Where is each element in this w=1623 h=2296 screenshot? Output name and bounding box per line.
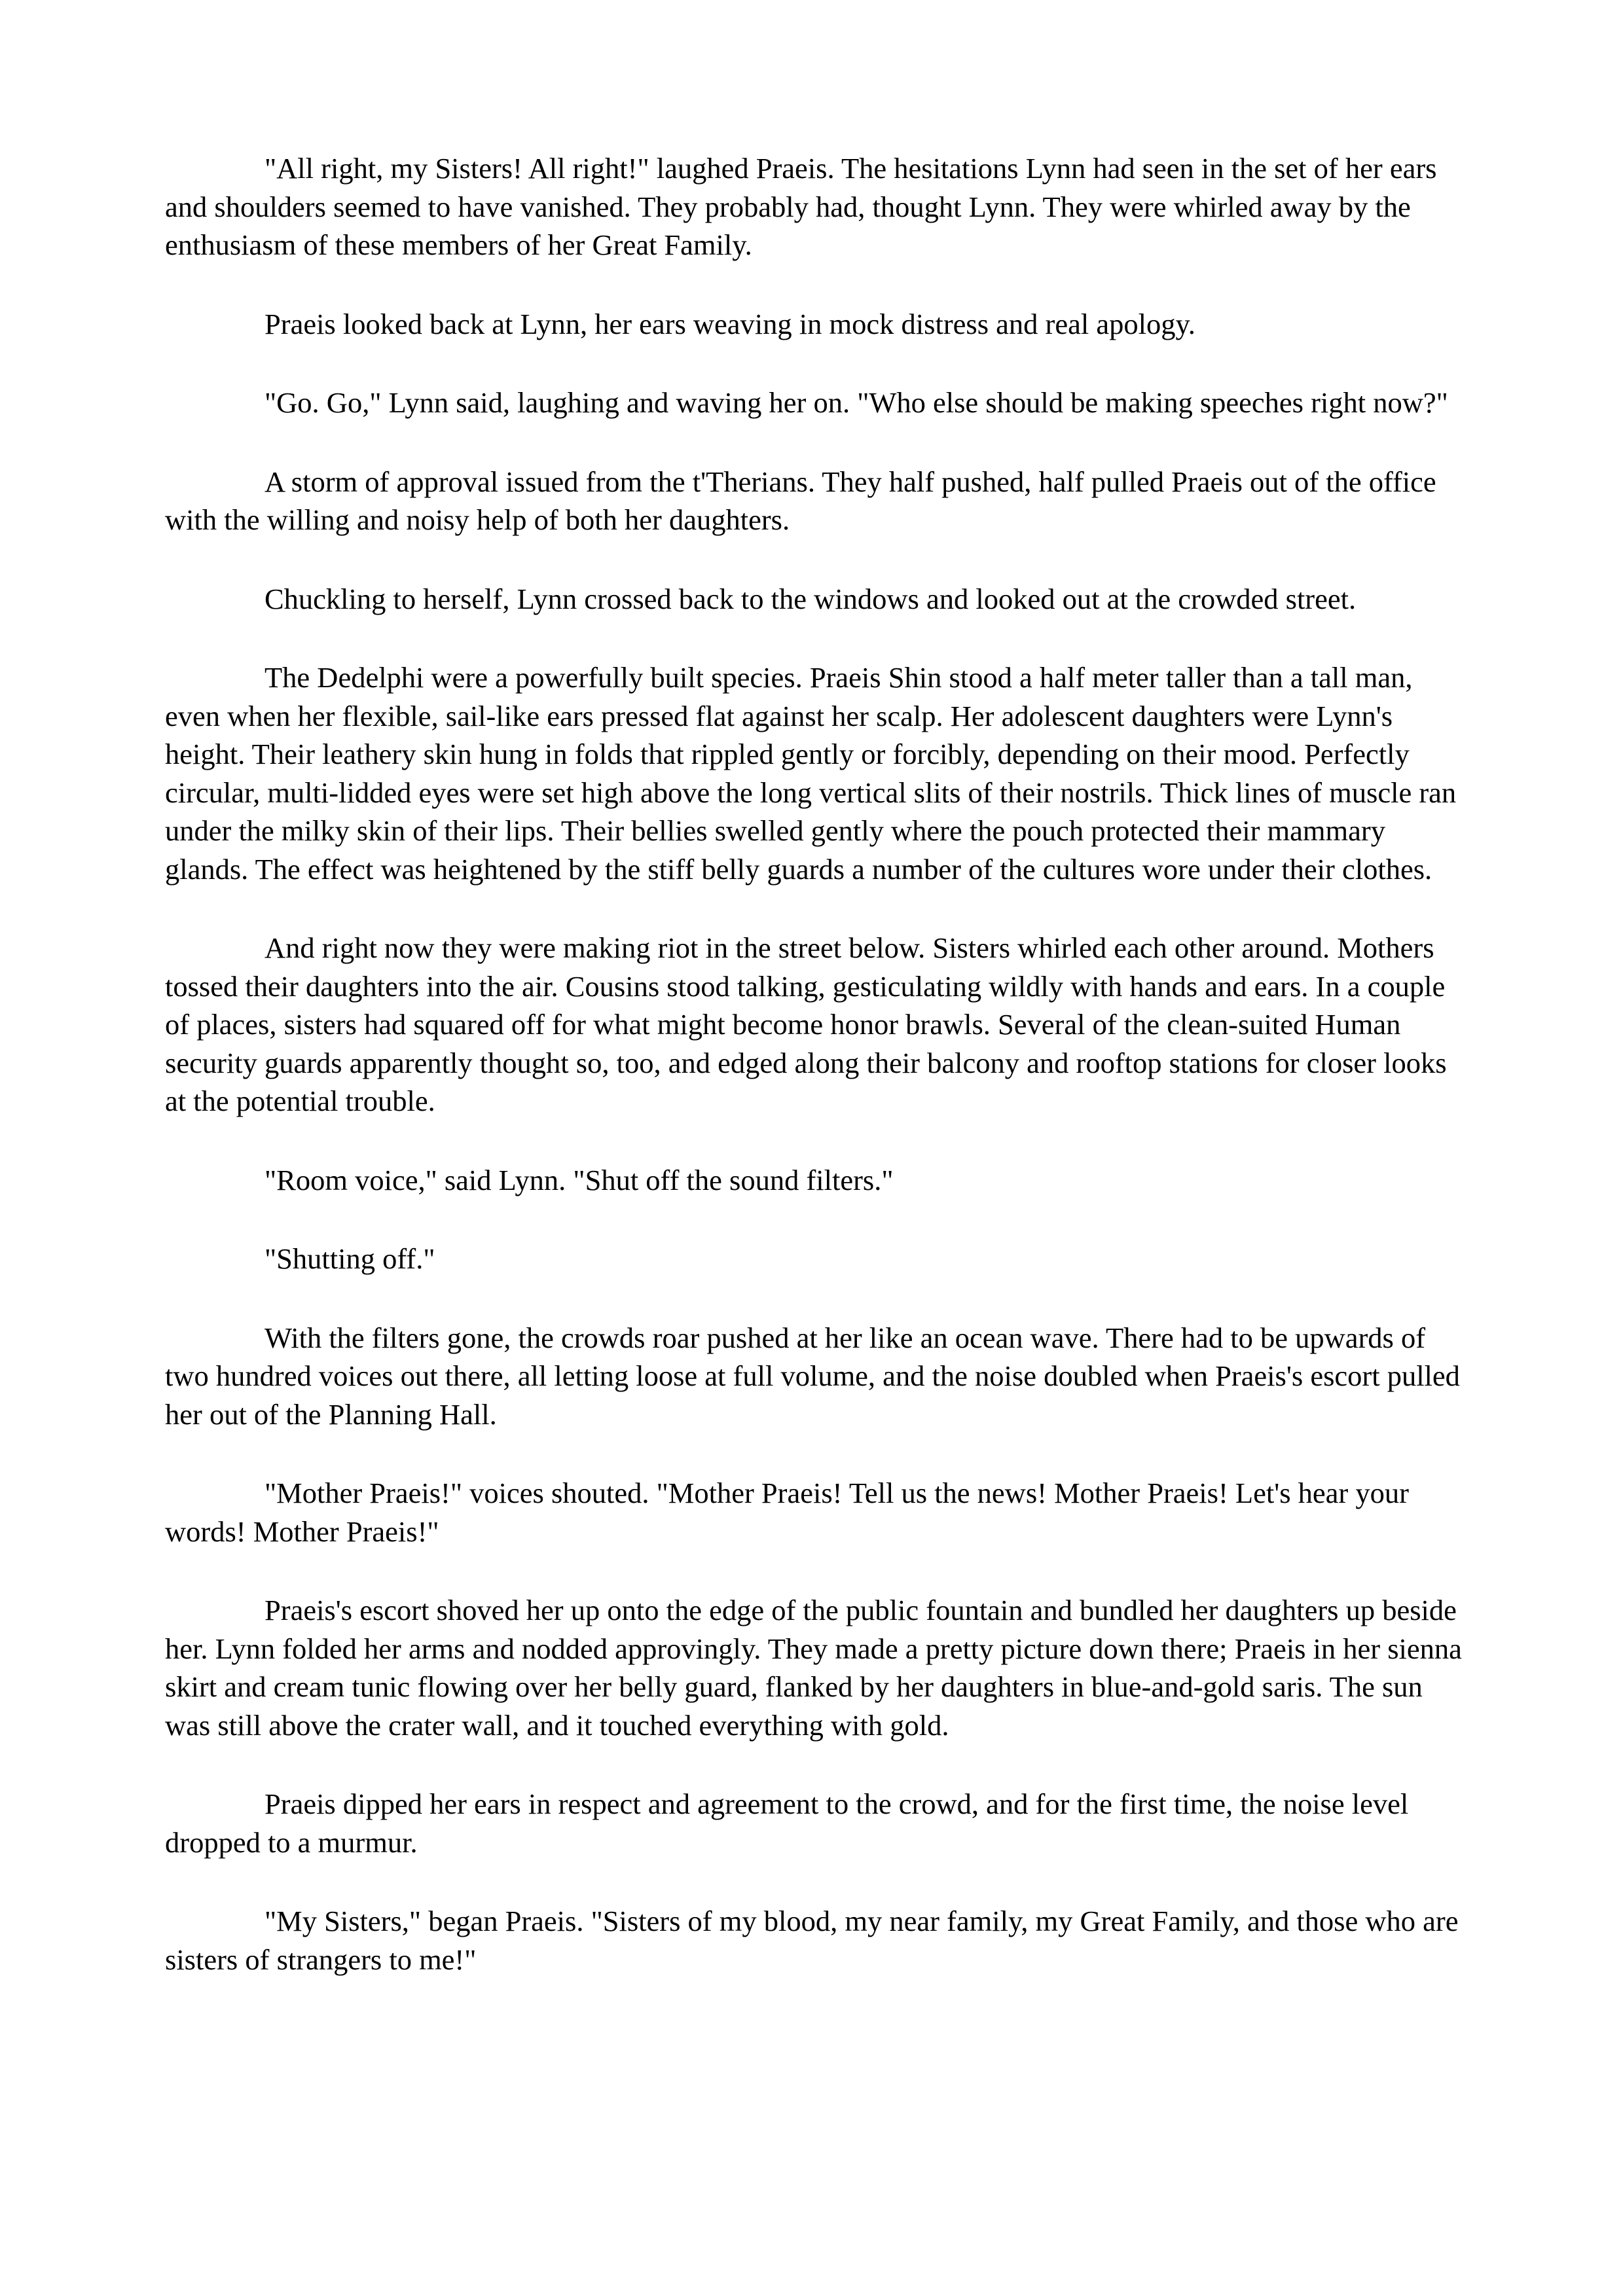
paragraph: A storm of approval issued from the t'Therians. They half pushed, half pulled Praeis out of the office with the willing and noisy help of both her daughters.: [165, 465, 1436, 536]
paragraph: With the filters gone, the crowds roar pushed at her like an ocean wave. There had to be upwards of two hundred voices out there, all letting loose at full volume, and the noise doubled when Praeis's escort pulled her out of the Planning Hall.: [165, 1321, 1460, 1431]
paragraph: "Go. Go," Lynn said, laughing and waving her on. "Who else should be making speeches right now?": [264, 386, 1448, 419]
paragraph: Praeis looked back at Lynn, her ears weaving in mock distress and real apology.: [264, 307, 1195, 340]
paragraph: "Shutting off.": [264, 1242, 435, 1275]
paragraph: The Dedelphi were a powerfully built species. Praeis Shin stood a half meter taller than a tall man, even when her flexible, sail-like ears pressed flat against her scalp. Her adolescent daughters were Lynn's height. Their leathery skin hung in folds that rippled gently or forcibly, depending on their mood. Perfectly circular, multi-lidded eyes were set high above the long vertical slits of their nostrils. Thick lines of muscle ran under the milky skin of their lips. Their bellies swelled gently where the pouch protected their mammary glands. The effect was heightened by the stiff belly guards a number of the cultures wore under their clothes.: [165, 661, 1457, 886]
paragraph: Chuckling to herself, Lynn crossed back to the windows and looked out at the crowded street.: [264, 582, 1357, 615]
paragraph: Praeis dipped her ears in respect and agreement to the crowd, and for the first time, the noise level dropped to a murmur.: [165, 1787, 1409, 1859]
paragraph: "All right, my Sisters! All right!" laughed Praeis. The hesitations Lynn had seen in the set of her ears and shoulders seemed to have vanished. They probably had, thought Lynn. They were whirled away by the enthusiasm of these members of her Great Family.: [165, 152, 1437, 261]
paragraph: "My Sisters," began Praeis. "Sisters of my blood, my near family, my Great Family, and those who are sisters of strangers to me!": [165, 1905, 1459, 1976]
paragraph: And right now they were making riot in the street below. Sisters whirled each other around. Mothers tossed their daughters into the air. Cousins stood talking, gesticulating wildly with hands and ears. In a couple of places, sisters had squared off for what might become honor brawls. Several of the clean-suited Human security guards apparently thought so, too, and edged along their balcony and rooftop stations for closer looks at the potential trouble.: [165, 931, 1447, 1117]
paragraph: "Mother Praeis!" voices shouted. "Mother Praeis! Tell us the news! Mother Praeis! Let's hear your words! Mother Praeis!": [165, 1477, 1409, 1548]
body-text: [165, 149, 1468, 2019]
paragraph: "Room voice," said Lynn. "Shut off the sound filters.": [264, 1163, 894, 1196]
paragraph: Praeis's escort shoved her up onto the edge of the public fountain and bundled her daughters up beside her. Lynn folded her arms and nodded approvingly. They made a pretty picture down there; Praeis in her sienna skirt and cream tunic flowing over her belly guard, flanked by her daughters in blue-and-gold saris. The sun was still above the crater wall, and it touched everything with gold.: [165, 1594, 1462, 1742]
